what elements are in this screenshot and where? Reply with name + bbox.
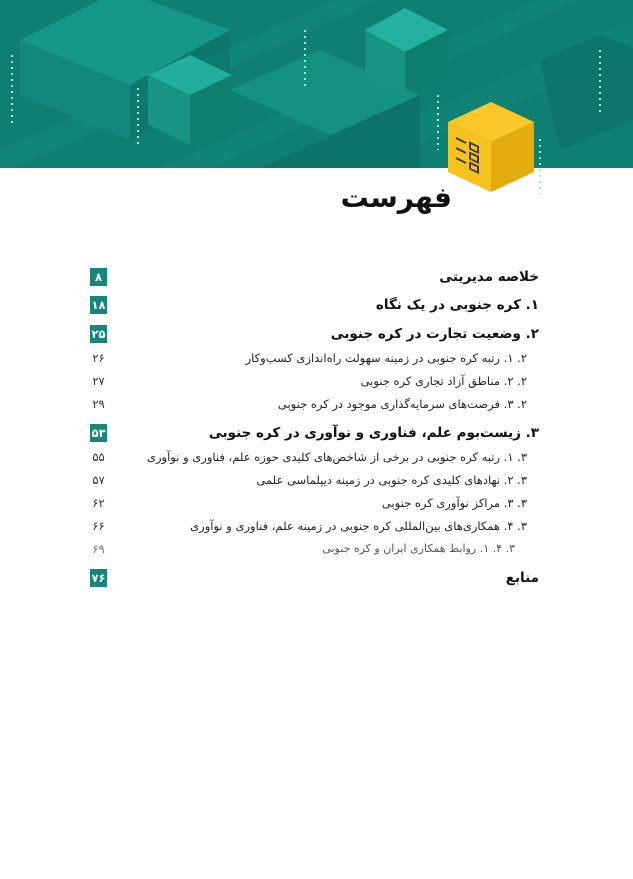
toc-entry[interactable]: [0, 266, 633, 288]
toc-page-number: ۶۹: [92, 542, 105, 556]
toc-entry-title: ۲. ۲. مناطق آزاد تجاری کره جنوبی: [360, 374, 527, 388]
toc-entry-title: ۳. زیست‌بوم علم، فناوری و نوآوری در کره جنوبی: [208, 425, 539, 441]
toc-entry-title: ۱. کره جنوبی در یک نگاه: [375, 297, 539, 313]
toc-entry-title: ۳. ۲. نهادهای کلیدی کره جنوبی در زمینه دیپلماسی علمی: [256, 473, 527, 487]
toc-page-number: ۵۳: [91, 426, 106, 440]
toc-entry[interactable]: [0, 538, 633, 560]
toc-entry[interactable]: [0, 323, 633, 345]
toc-entry[interactable]: [0, 567, 633, 589]
toc-entry-title: ۲. وضعیت تجارت در کره جنوبی: [330, 326, 539, 342]
toc-page-number: ۶۶: [92, 519, 105, 533]
toc-entry[interactable]: [0, 422, 633, 444]
toc-entry[interactable]: [0, 370, 633, 392]
page-title: فهرست: [340, 181, 452, 214]
toc-page-number: ۲۶: [92, 351, 105, 365]
toc-entry-title: ۳. ۳. مراکز نوآوری کره جنوبی: [381, 496, 527, 510]
toc-page-number: ۵۷: [92, 473, 105, 487]
toc-page-number: ۸: [90, 268, 107, 286]
toc-page-number: ۶۲: [92, 496, 105, 510]
toc-entry-title: خلاصه مدیریتی: [439, 269, 539, 285]
toc-entry[interactable]: [0, 294, 633, 316]
toc-entry[interactable]: [0, 492, 633, 514]
toc-entry-title: ۲. ۱. رتبه کره جنوبی در زمینه سهولت راه‌اندازی کسب‌وکار: [245, 351, 527, 365]
toc-entry[interactable]: [0, 393, 633, 415]
toc-entry[interactable]: [0, 469, 633, 491]
toc-entry-title: ۲. ۳. فرصت‌های سرمایه‌گذاری موجود در کره جنوبی: [277, 397, 527, 411]
toc-entry[interactable]: [0, 446, 633, 468]
toc-page-number: ۲۷: [92, 374, 105, 388]
toc-entry-title: ۳. ۴. همکاری‌های بین‌المللی کره جنوبی در زمینه علم، فناوری و نوآوری: [190, 519, 527, 533]
toc-page-number: ۵۵: [92, 450, 105, 464]
toc-entry[interactable]: [0, 347, 633, 369]
toc-page-number: ۲۹: [92, 397, 105, 411]
toc-entry-title: منابع: [505, 570, 539, 586]
toc-entry[interactable]: [0, 515, 633, 537]
toc-entry-title: ۳. ۱. رتبه کره جنوبی در برخی از شاخص‌های کلیدی حوزه علم، فناوری و نوآوری: [146, 450, 527, 464]
toc-entry-title: ۳. ۴. ۱. روابط همکاری ایران و کره جنوبی: [322, 542, 515, 555]
toc-page-number: ۲۵: [91, 327, 106, 341]
toc-page-number: ۷۶: [91, 571, 106, 585]
toc-page-number: ۱۸: [91, 298, 106, 312]
